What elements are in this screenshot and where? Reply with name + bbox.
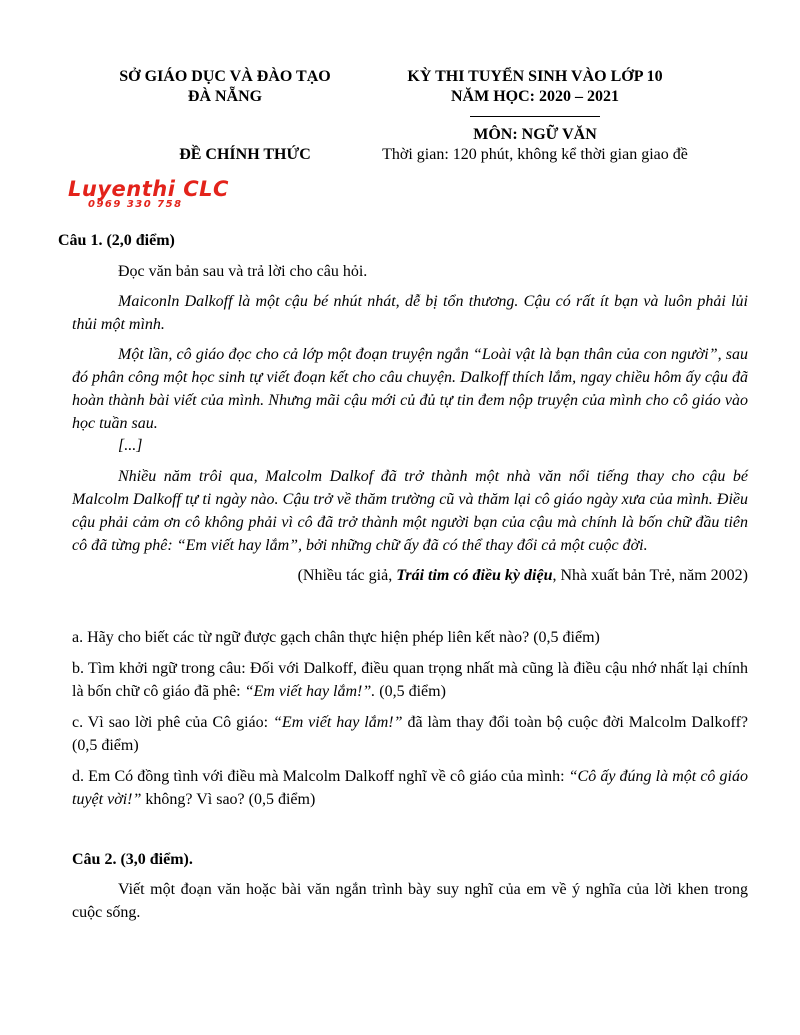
- question-1-heading: Câu 1. (2,0 điểm): [58, 232, 175, 249]
- header-divider: [470, 116, 600, 117]
- question-1d: d. Em Có đồng tình với điều mà Malcolm Dalkoff nghĩ về cô giáo của mình: “Cô ấy đúng là một cô giáo tuyệt vời!” không? Vì sao? (0,5 điểm): [72, 768, 748, 808]
- passage-ellipsis: [...]: [118, 437, 143, 454]
- watermark-logo: Luyenthi CLC: [68, 177, 229, 201]
- department-name: SỞ GIÁO DỤC VÀ ĐÀO TẠO: [119, 68, 331, 85]
- exam-title: KỲ THI TUYỂN SINH VÀO LỚP 10: [407, 68, 663, 85]
- passage-paragraph-3: Nhiều năm trôi qua, Malcolm Dalkof đã trở thành một nhà văn nổi tiếng thay cho cậu bé Malcolm Dalkoff tự ti ngày nào. Cậu trở về thăm trường cũ và thăm lại cô giáo ngày xưa của mình. Điều cậu phải cảm ơn cô không phải vì cô đã trở thành một người bạn của cậu mà chính là bốn chữ đầu tiên cô đã từng phê: “Em viết hay lắm”, bởi những chữ ấy đã có thể thay đổi cả một cuộc đời.: [72, 468, 748, 554]
- passage-paragraph-1: Maiconln Dalkoff là một cậu bé nhút nhát, dễ bị tổn thương. Cậu có rất ít bạn và luôn phải lủi thủi một mình.: [72, 293, 748, 333]
- question-2-heading: Câu 2. (3,0 điểm).: [72, 851, 193, 868]
- question-1a: a. Hãy cho biết các từ ngữ được gạch chân thực hiện phép liên kết nào? (0,5 điểm): [72, 629, 600, 646]
- city-name: ĐÀ NẴNG: [187, 88, 263, 105]
- school-year: NĂM HỌC: 2020 – 2021: [451, 88, 619, 105]
- passage-paragraph-2: Một lần, cô giáo đọc cho cả lớp một đoạn truyện ngắn “Loài vật là bạn thân của con người”, sau đó phân công một học sinh tự viết đoạn kết cho câu chuyện. Dalkoff thích lắm, ngay chiều hôm ấy cậu đã hoàn thành bài viết của mình. Nhưng mãi cậu mới củ đủ tự tin đem nộp truyện của mình cho cô giáo vào học tuần sau.: [72, 346, 748, 432]
- question-2-text: Viết một đoạn văn hoặc bài văn ngắn trình bày suy nghĩ của em về ý nghĩa của lời khen trong cuộc sống.: [72, 881, 748, 921]
- watermark-phone: 0969 330 758: [88, 199, 183, 210]
- question-1c: c. Vì sao lời phê của Cô giáo: “Em viết hay lắm!” đã làm thay đổi toàn bộ cuộc đời Malcolm Dalkoff? (0,5 điểm): [72, 714, 749, 754]
- question-1b: b. Tìm khởi ngữ trong câu: Đối với Dalkoff, điều quan trọng nhất mà cũng là điều cậu nhớ nhất lại chính là bốn chữ cô giáo đã phê: “Em viết hay lắm!”. (0,5 điểm): [72, 660, 748, 700]
- official-label: ĐỀ CHÍNH THỨC: [179, 146, 311, 163]
- reading-instruction: Đọc văn bản sau và trả lời cho câu hỏi.: [118, 263, 368, 280]
- subject-label: MÔN: NGỮ VĂN: [473, 126, 597, 143]
- time-limit: Thời gian: 120 phút, không kể thời gian giao đề: [382, 146, 688, 163]
- passage-source: (Nhiều tác giả, Trái tim có điều kỳ diệu, Nhà xuất bản Trẻ, năm 2002): [297, 567, 748, 584]
